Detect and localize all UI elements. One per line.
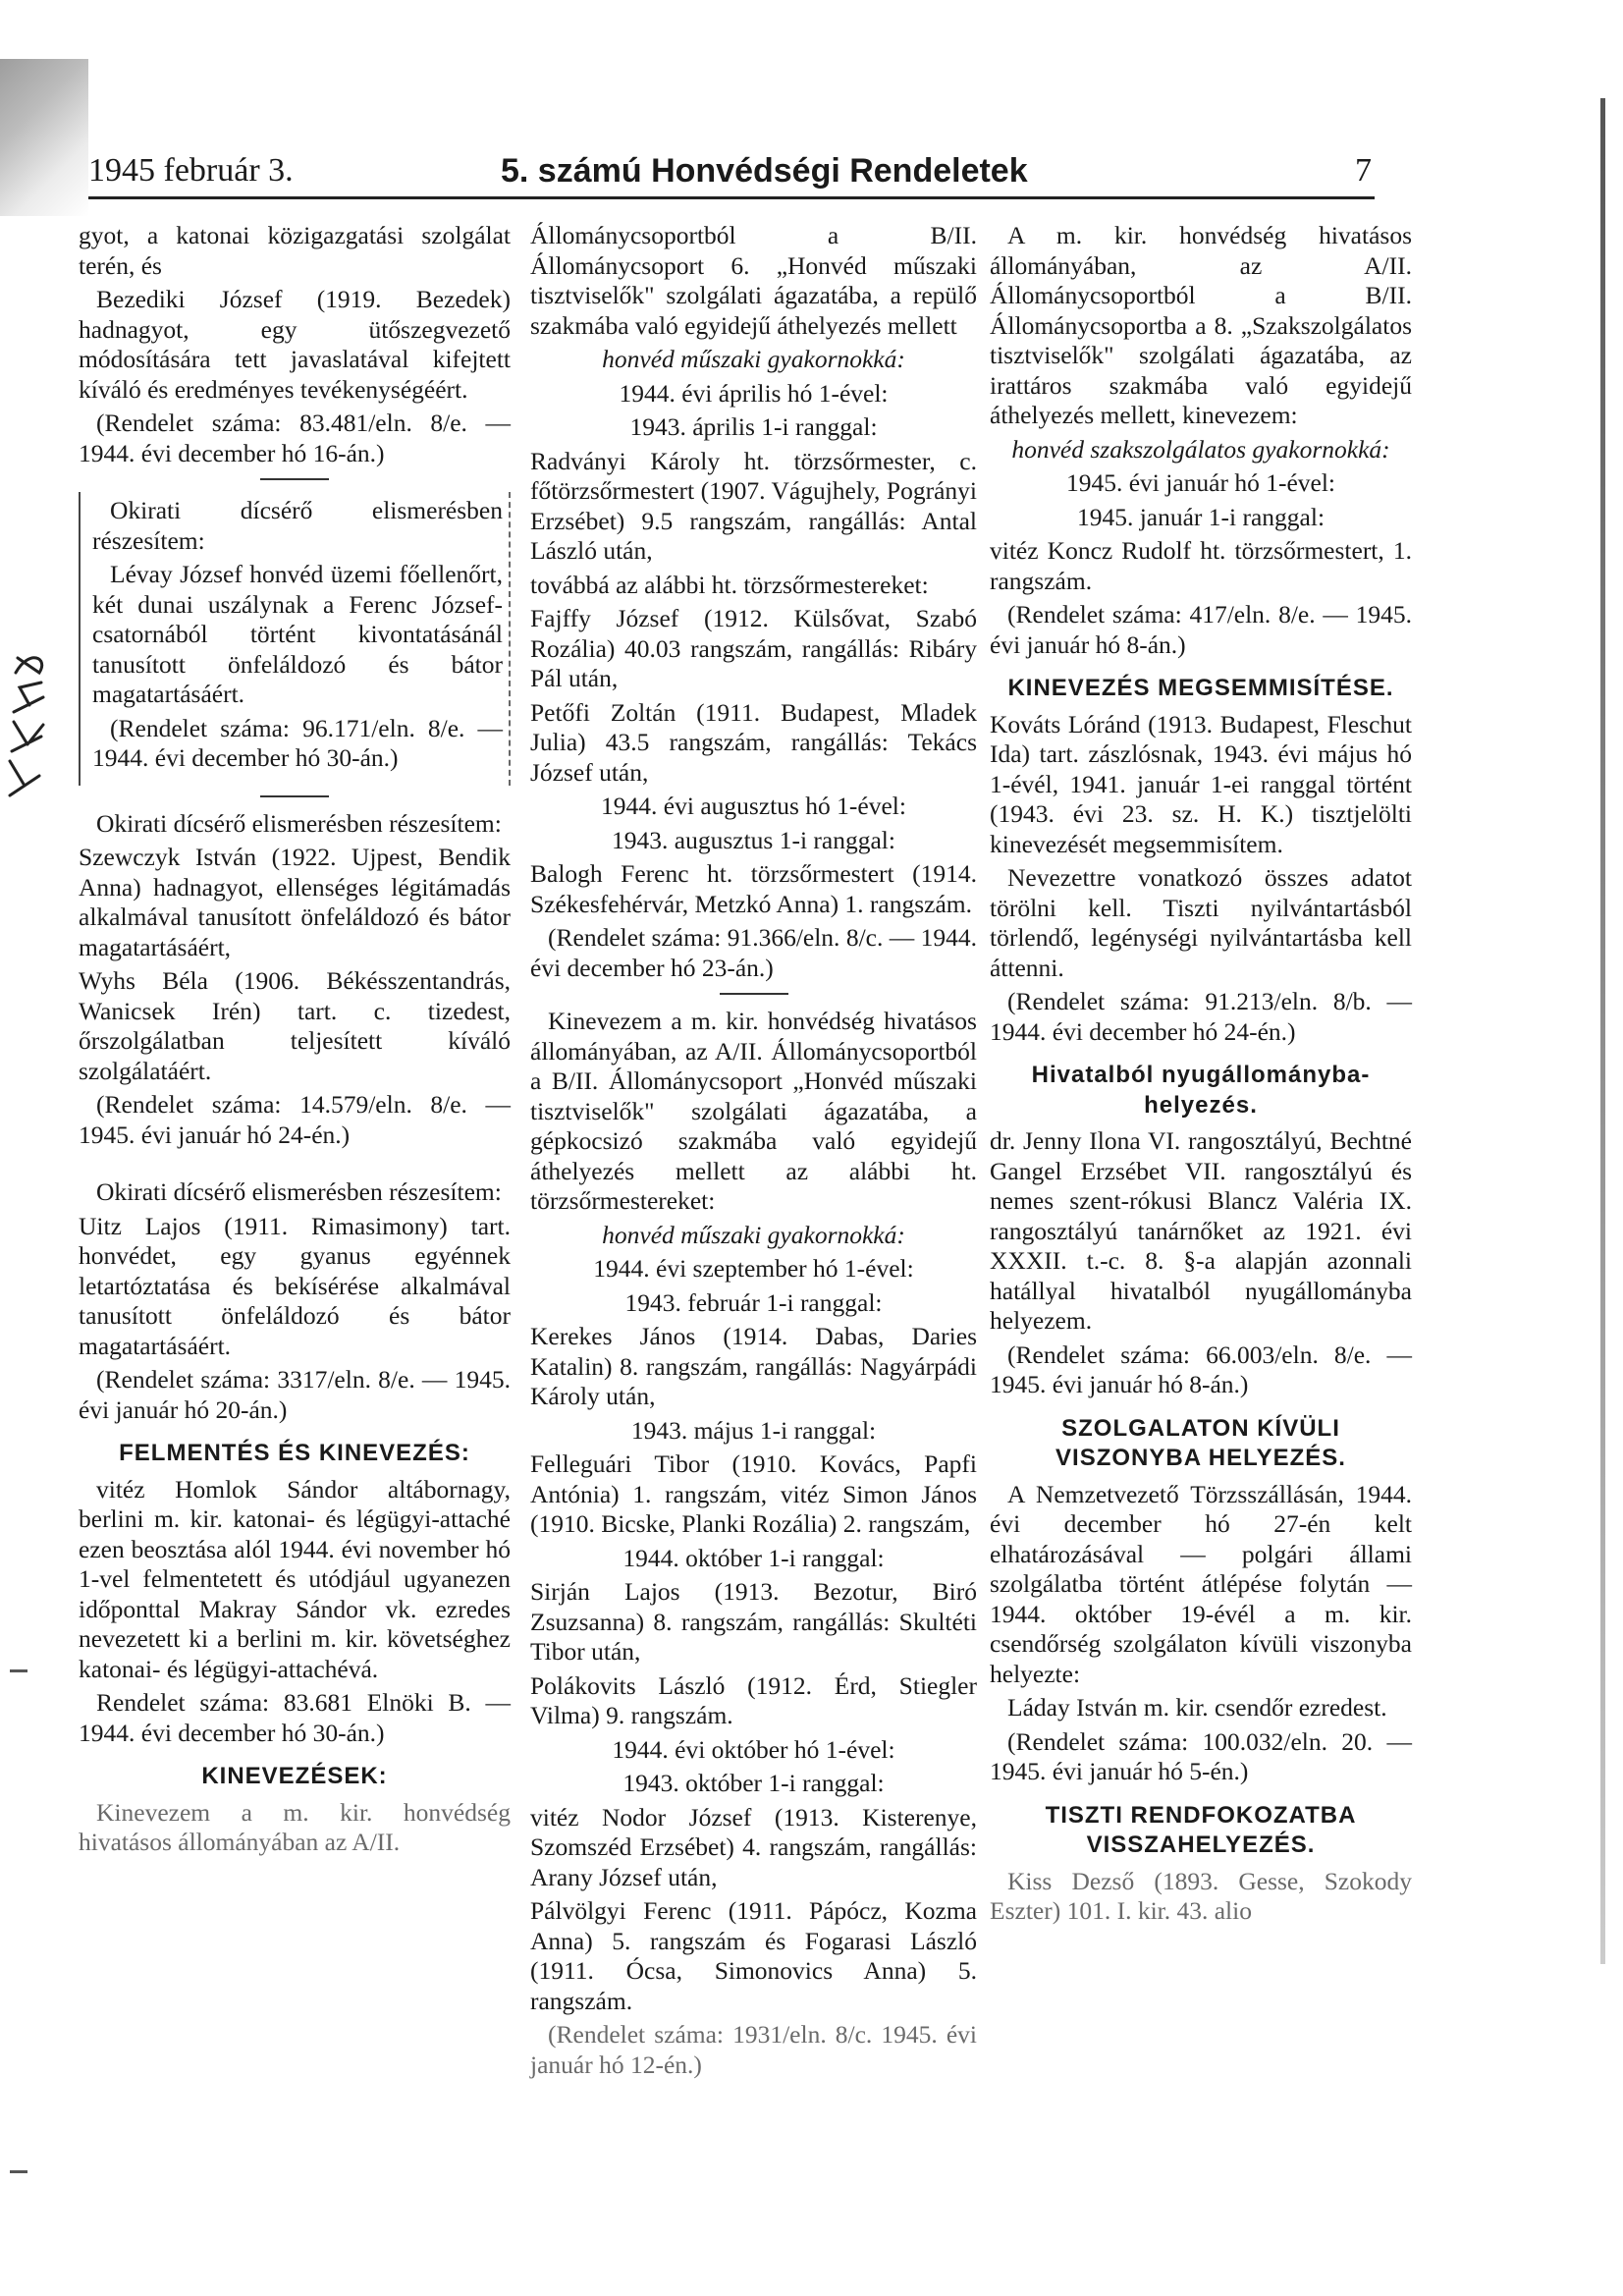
paragraph: Okirati dícsérő elismerésben részesítem: (96, 1177, 502, 1206)
paragraph: Pálvölgyi Ferenc (1911. Pápócz, Kozma Anna) 5. rangszám és Fogarasi László (1911. Ócsa, Simonovics Anna) 5. rangszám. (530, 1896, 977, 2015)
paragraph: Polákovits László (1912. Érd, Stiegler Vilma) 9. rangszám. (530, 1670, 977, 1729)
paragraph: Láday István m. kir. csendőr ezredest. (1007, 1693, 1387, 1722)
reference: (Rendelet száma: 91.213/eln. 8/b. — 1944. évi december hó 24-én.) (990, 987, 1412, 1046)
column-1 (79, 221, 511, 1862)
header-title: 5. számú Honvédségi Rendeletek (501, 152, 1028, 190)
paragraph: továbbá az alábbi ht. törzsőrmestereket: (530, 570, 929, 599)
paragraph: Kováts Lóránd (1913. Budapest, Fleschut Ida) tart. zászlósnak, 1943. évi május hó 1-évél, 1941. január 1-ei ranggal történt (1943. évi 23. sz. H. K.) tisztjelölti kinevezését megsemmisítem. (990, 709, 1412, 858)
paragraph: Szewczyk István (1922. Ujpest, Bendik Anna) hadnagyot, ellenséges légitámadás alkalmával tanusított önfeláldozó és bátor magatartásáért, (79, 843, 511, 961)
handwritten-margin-note (0, 629, 59, 805)
page-header (88, 152, 1372, 201)
role-title: honvéd műszaki gyakornokká: (602, 1220, 905, 1249)
date-line: 1944. évi április hó 1-ével: (619, 378, 889, 408)
paragraph: Kinevezem a m. kir. honvédség hivatásos állományában az A/II. (79, 1797, 511, 1856)
paragraph: gyot, a katonai közigazgatási szolgálat terén, és (79, 221, 511, 280)
reference: (Rendelet száma: 66.003/eln. 8/e. — 1945. évi január hó 8-án.) (990, 1339, 1412, 1398)
paragraph: vitéz Homlok Sándor altábornagy, berlini m. kir. katonai- és légügyi-attaché ezen beosztása alól 1944. évi november hó 1-vel felmentetett és utódjául ugyanezen időponttal Makray Sándor vk. ezredes nevezetett ki a berlini m. kir. követséghez katonai- és légügyi-attachévá. (79, 1474, 511, 1683)
paragraph: Kerekes János (1914. Dabas, Daries Katalin) 8. rangszám, rangállás: Nagyárpádi Károly után, (530, 1322, 977, 1410)
section-heading: KINEVEZÉS MEGSEMMISÍTÉSE. (1007, 675, 1394, 701)
reference: (Rendelet száma: 417/eln. 8/e. — 1945. évi január hó 8-án.) (990, 600, 1412, 659)
date-line: 1944. évi szeptember hó 1-ével: (593, 1254, 914, 1283)
page-number: 7 (1355, 152, 1372, 189)
reference: Rendelet száma: 83.681 Elnöki B. — 1944. évi december hó 30-án.) (79, 1688, 511, 1747)
date-line: 1945. évi január hó 1-ével: (1065, 468, 1336, 497)
section-heading: Hivatalból nyugállományba-helyezés. (1031, 1062, 1371, 1119)
reference: (Rendelet száma: 3317/eln. 8/e. — 1945. évi január hó 20-án.) (79, 1365, 511, 1424)
paragraph: vitéz Nodor József (1913. Kisterenye, Szomszéd Erzsébet) 4. rangszám, rangállás: Arany József után, (530, 1802, 977, 1891)
separator (720, 993, 788, 995)
paragraph: Felleguári Tibor (1910. Kovács, Papfi Antónia) 1. rangszám, vitéz Simon János (1910. Bicske, Planki Rozália) 2. rangszám, (530, 1449, 977, 1538)
scan-shadow (0, 59, 88, 216)
column-3 (990, 221, 1412, 1931)
header-rule (88, 196, 1375, 199)
paragraph: Kinevezem a m. kir. honvédség hivatásos állományában, az A/II. Állománycsoportból a B/II. Állománycsoport „Honvéd műszaki tisztviselők" szolgálati ágazatába, a gépkocsizó szakmába való egyidejű áthelyezés mellett az alábbi ht. törzsőrmestereket: (530, 1007, 977, 1215)
section-heading: KINEVEZÉSEK: (201, 1763, 388, 1789)
paragraph: A Nemzetvezető Törzsszállásán, 1944. évi december hó 27-én kelt elhatározásával — polgári állami szolgálatba történt átlépése folytán — 1944. október 19-évél a m. kir. csendőrség szolgálaton kívüli viszonyba helyezte: (990, 1479, 1412, 1688)
scan-tick (10, 1669, 27, 1672)
date-line: 1944. évi augusztus hó 1-ével: (601, 792, 906, 820)
paragraph: Uitz Lajos (1911. Rimasimony) tart. honvédet, egy gyanus egyénnek letartóztatása és bekísérése alkalmával tanusított önfeláldozó és bátor magatartásáért. (79, 1211, 511, 1360)
reference: (Rendelet száma: 14.579/eln. 8/e. — 1945. évi január hó 24-én.) (79, 1090, 511, 1149)
role-title: honvéd szakszolgálatos gyakornokká: (1011, 434, 1390, 464)
paragraph: Balogh Ferenc ht. törzsőrmestert (1914. Székesfehérvár, Metzkó Anna) 1. rangszám. (530, 859, 977, 918)
separator (260, 478, 329, 480)
paragraph: Petőfi Zoltán (1911. Budapest, Mladek Julia) 43.5 rangszám, rangállás: Tekács József után, (530, 697, 977, 787)
paragraph: Okirati dícsérő elismerésben részesítem: (96, 808, 502, 838)
paragraph: A m. kir. honvédség hivatásos állományában, az A/II. Állománycsoportból a B/II. Állománycsoportba a 8. „Szakszolgálatos tisztviselők" szolgálati ágazatába, az irattáros szakmába való egyidejű áthelyezés mellett, kinevezem: (990, 221, 1412, 429)
paragraph: Okirati dícsérő elismerésben részesítem: (92, 496, 503, 555)
paragraph: dr. Jenny Ilona VI. rangosztályú, Bechtné Gangel Erzsébet VII. rangosztályú és nemes szent-rókusi Blancz Valéria IX. rangosztályú tanárnőket az 1921. évi XXXII. t.-c. 8. §-a alapján azonnali hatállyal hivatalból nyugállományba helyezem. (990, 1126, 1412, 1335)
scan-edge (1600, 98, 1605, 1964)
reference: (Rendelet száma: 100.032/eln. 20. — 1945. évi január hó 5-én.) (990, 1726, 1412, 1785)
paragraph: Kiss Dezső (1893. Gesse, Szokody Eszter) 101. I. kir. 43. alio (990, 1866, 1412, 1925)
column-2 (530, 221, 977, 2084)
header-date: 1945 február 3. (88, 152, 294, 189)
section-heading: FELMENTÉS ÉS KINEVEZÉS: (119, 1440, 470, 1466)
paragraph: Sirján Lajos (1913. Bezotur, Biró Zsuzsanna) 8. rangszám, rangállás: Skultéti Tibor után, (530, 1577, 977, 1666)
date-line: 1944. évi október hó 1-ével: (612, 1734, 895, 1764)
reference: (Rendelet száma: 83.481/eln. 8/e. — 1944. évi december hó 16-án.) (79, 409, 511, 467)
reference: (Rendelet száma: 96.171/eln. 8/e. — 1944. évi december hó 30-án.) (92, 713, 503, 772)
scan-tick (10, 2170, 27, 2173)
marked-section (79, 492, 511, 786)
date-line: 1943. április 1-i ranggal: (629, 412, 878, 441)
paragraph: Bezediki József (1919. Bezedek) hadnagyot, egy ütőszegvezető módosítására tett javaslatával kifejtett kíváló és eredményes tevékenységéért. (79, 285, 511, 404)
reference: (Rendelet száma: 91.366/eln. 8/c. — 1944. évi december hó 23-án.) (530, 923, 977, 982)
paragraph: Wyhs Béla (1906. Békésszentandrás, Wanicsek Irén) tart. c. tizedest, őrszolgálatban teljesített kíváló szolgálatáért. (79, 966, 511, 1085)
paragraph: vitéz Koncz Rudolf ht. törzsőrmestert, 1. rangszám. (990, 536, 1412, 595)
role-title: honvéd műszaki gyakornokká: (602, 345, 905, 373)
date-line: 1944. október 1-i ranggal: (622, 1543, 885, 1572)
date-line: 1943. február 1-i ranggal: (624, 1287, 883, 1317)
paragraph: Állománycsoportból a B/II. Állománycsoport 6. „Honvéd műszaki tisztviselők" szolgálati ágazatába, a repülő szakmába való egyidejű áthelyezés mellett (530, 221, 977, 340)
section-heading: TISZTI RENDFOKOZATBA VISSZAHELYEZÉS. (1045, 1801, 1357, 1858)
paragraph: Fajffy József (1912. Külsővat, Szabó Rozália) 40.03 rangszám, rangállás: Ribáry Pál után, (530, 604, 977, 692)
date-line: 1945. január 1-i ranggal: (1076, 502, 1325, 531)
section-heading: SZOLGALATON KÍVÜLI VISZONYBA HELYEZÉS. (1055, 1414, 1346, 1471)
date-line: 1943. október 1-i ranggal: (622, 1769, 885, 1797)
paragraph: Radványi Károly ht. törzsőrmester, c. főtörzsőrmestert (1907. Vágujhely, Pogrányi Erzsébet) 9.5 rangszám, rangállás: Antal László után, (530, 446, 977, 565)
separator (260, 795, 329, 797)
date-line: 1943. május 1-i ranggal: (630, 1415, 877, 1445)
paragraph: Lévay József honvéd üzemi főellenőrt, két dunai uszálynak a Ferenc József-csatornából történt kivontatásánál tanusított önfeláldozó és bátor magatartásáért. (92, 560, 503, 708)
reference: (Rendelet száma: 1931/eln. 8/c. 1945. évi január hó 12-én.) (530, 2020, 977, 2079)
date-line: 1943. augusztus 1-i ranggal: (612, 825, 895, 854)
paragraph: Nevezettre vonatkozó összes adatot törölni kell. Tiszti nyilvántartásból törlendő, legénységi nyilvántartásba kell áttenni. (990, 863, 1412, 982)
